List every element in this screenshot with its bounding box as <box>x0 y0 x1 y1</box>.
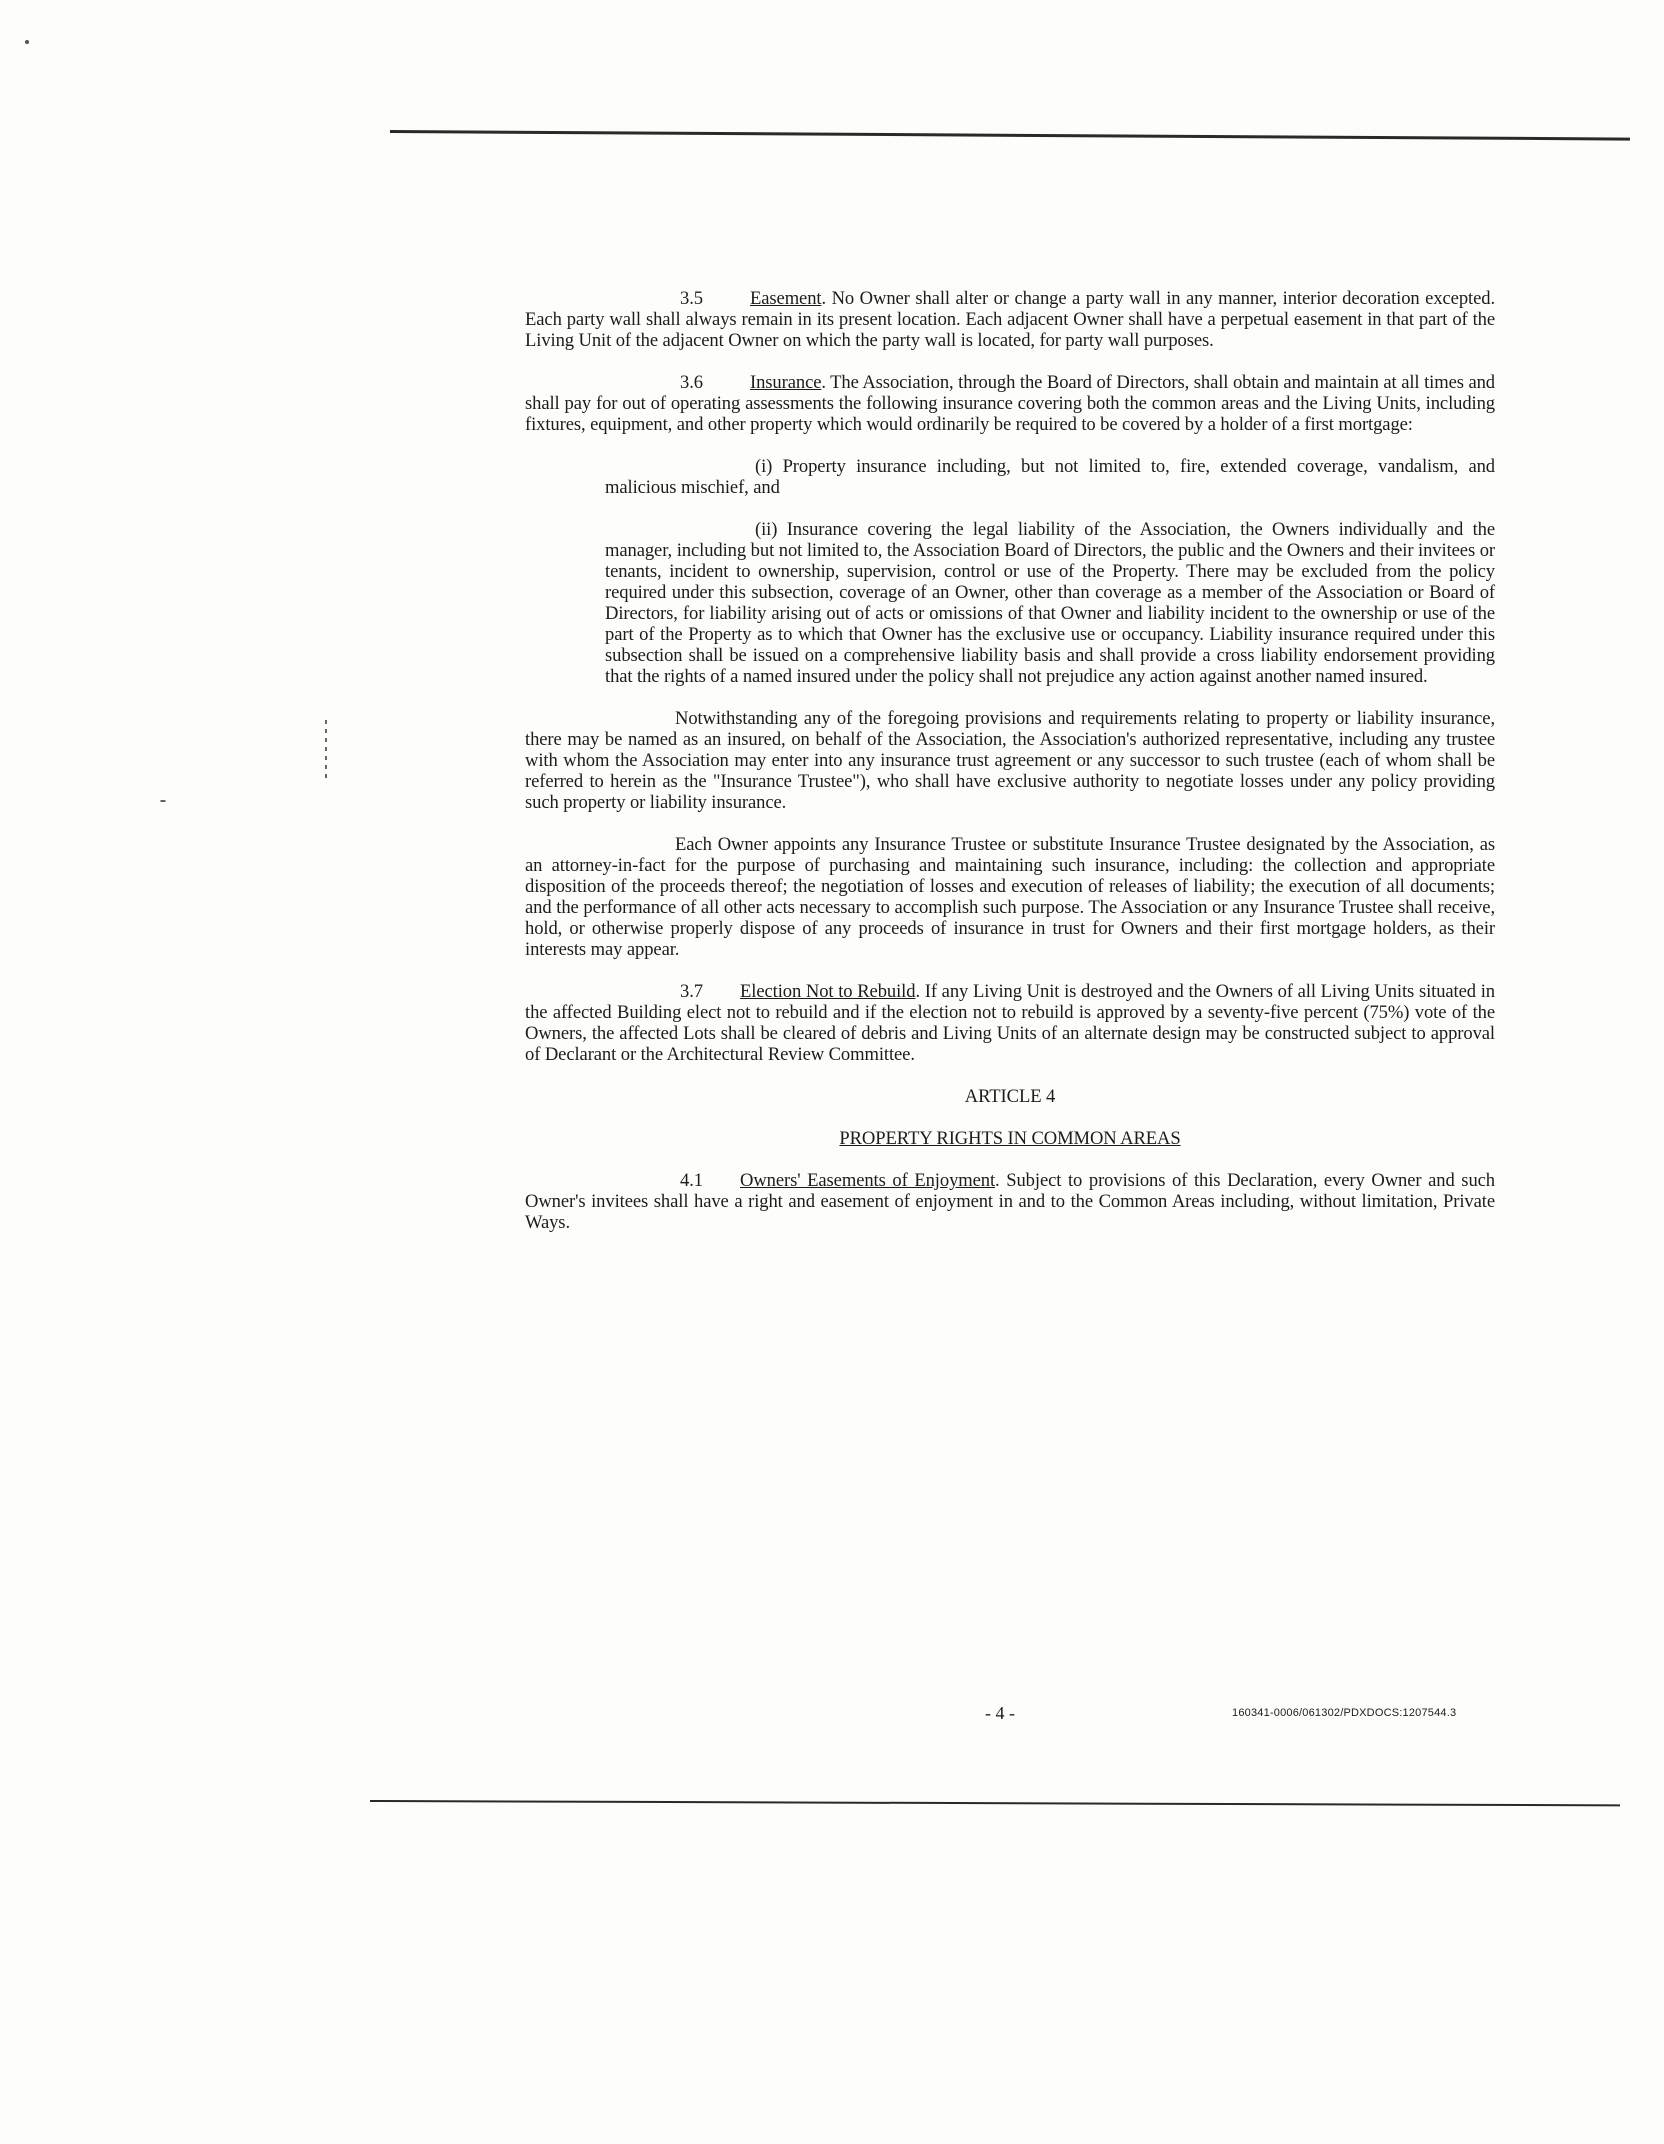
subsection-text: (ii) Insurance covering the legal liability of the Association, the Owners individually and the manager, including but not limited to, the Association Board of Directors, the public and the Owners and their invitees or tenants, incident to ownership, supervision, control or use of the Property. There may be excluded from the policy required under this subsection, coverage of an Owner, other than coverage as a member of the Association or Board of Directors, for liability arising out of acts or omissions of that Owner and liability incident to the ownership or use of the part of the Property as to which that Owner has the exclusive use or occupancy. Liability insurance required under this subsection shall be issued on a comprehensive liability basis and shall provide a cross liability endorsement providing that the rights of a named insured under the policy shall not prejudice any action against another named insured. <box>605 519 1495 687</box>
section-3-6 <box>525 372 1495 435</box>
section-heading: Election Not to Rebuild <box>740 981 916 1002</box>
paragraph-each-owner <box>525 834 1495 960</box>
article-title <box>525 1128 1495 1149</box>
section-heading: Easement <box>750 288 822 309</box>
subsection-i <box>525 456 1495 498</box>
section-heading: Owners' Easements of Enjoyment <box>740 1170 996 1191</box>
section-heading: Insurance <box>750 372 822 393</box>
subsection-text: (i) Property insurance including, but not limited to, fire, extended coverage, vandalism, and malicious mischief, and <box>605 456 1495 498</box>
section-text: . Subject to provisions of this Declaration, every Owner and such Owner's invitees shall have a right and easement of enjoyment in and to the Common Areas including, without limitation, Private Ways. <box>525 1170 1495 1233</box>
page-number: - 4 - <box>985 1703 1015 1723</box>
section-text: . No Owner shall alter or change a party wall in any manner, interior decoration excepted. Each party wall shall always remain in its present location. Each adjacent Owner shall have a perpetual easement in that part of the Living Unit of the adjacent Owner on which the party wall is located, for party wall purposes. <box>525 288 1495 351</box>
paragraph-text: Each Owner appoints any Insurance Trustee or substitute Insurance Trustee designated by the Association, as an attorney-in-fact for the purpose of purchasing and maintaining such insurance, including: the collection and appropriate disposition of the proceeds thereof; the negotiation of losses and execution of releases of liability; the execution of all documents; and the performance of all other acts necessary to accomplish such purpose. The Association or any Insurance Trustee shall receive, hold, or otherwise properly dispose of any proceeds of insurance in trust for Owners and their first mortgage holders, as their interests may appear. <box>525 834 1495 960</box>
section-number: 4.1 <box>680 1170 703 1191</box>
section-text: . The Association, through the Board of Directors, shall obtain and maintain at all times and shall pay for out of operating assessments the following insurance covering both the common areas and the Living Units, including fixtures, equipment, and other property which would ordinarily be required to be covered by a holder of a first mortgage: <box>525 372 1495 435</box>
section-number: 3.6 <box>680 372 703 393</box>
section-4-1 <box>525 1170 1495 1233</box>
section-number: 3.7 <box>680 981 703 1002</box>
scan-speck <box>160 800 166 802</box>
footer-rule <box>370 1800 1620 1806</box>
section-3-5 <box>525 288 1495 351</box>
section-3-7 <box>525 981 1495 1065</box>
section-text: . If any Living Unit is destroyed and the Owners of all Living Units situated in the affected Building elect not to rebuild and if the election not to rebuild is approved by a seventy-five percent (75%) vote of the Owners, the affected Lots shall be cleared of debris and Living Units of an alternate design may be constructed subject to approval of Declarant or the Architectural Review Committee. <box>525 981 1495 1065</box>
document-id: 160341-0006/061302/PDXDOCS:1207544.3 <box>1232 1707 1457 1719</box>
article-label: ARTICLE 4 <box>964 1086 1056 1107</box>
section-number: 3.5 <box>680 288 703 309</box>
article-title-text: PROPERTY RIGHTS IN COMMON AREAS <box>839 1128 1181 1149</box>
paragraph-text: Notwithstanding any of the foregoing provisions and requirements relating to property or liability insurance, there may be named as an insured, on behalf of the Association, the Association's authorized representative, including any trustee with whom the Association may enter into any insurance trust agreement or any successor to such trustee (each of whom shall be referred to herein as the "Insurance Trustee"), who shall have exclusive authority to negotiate losses under any policy providing such property or liability insurance. <box>525 708 1495 813</box>
scan-speck <box>25 40 29 44</box>
paragraph-notwithstanding <box>525 708 1495 813</box>
document-body <box>525 288 1495 1233</box>
scan-mark <box>325 720 327 780</box>
subsection-ii <box>525 519 1495 687</box>
header-rule <box>390 130 1630 141</box>
